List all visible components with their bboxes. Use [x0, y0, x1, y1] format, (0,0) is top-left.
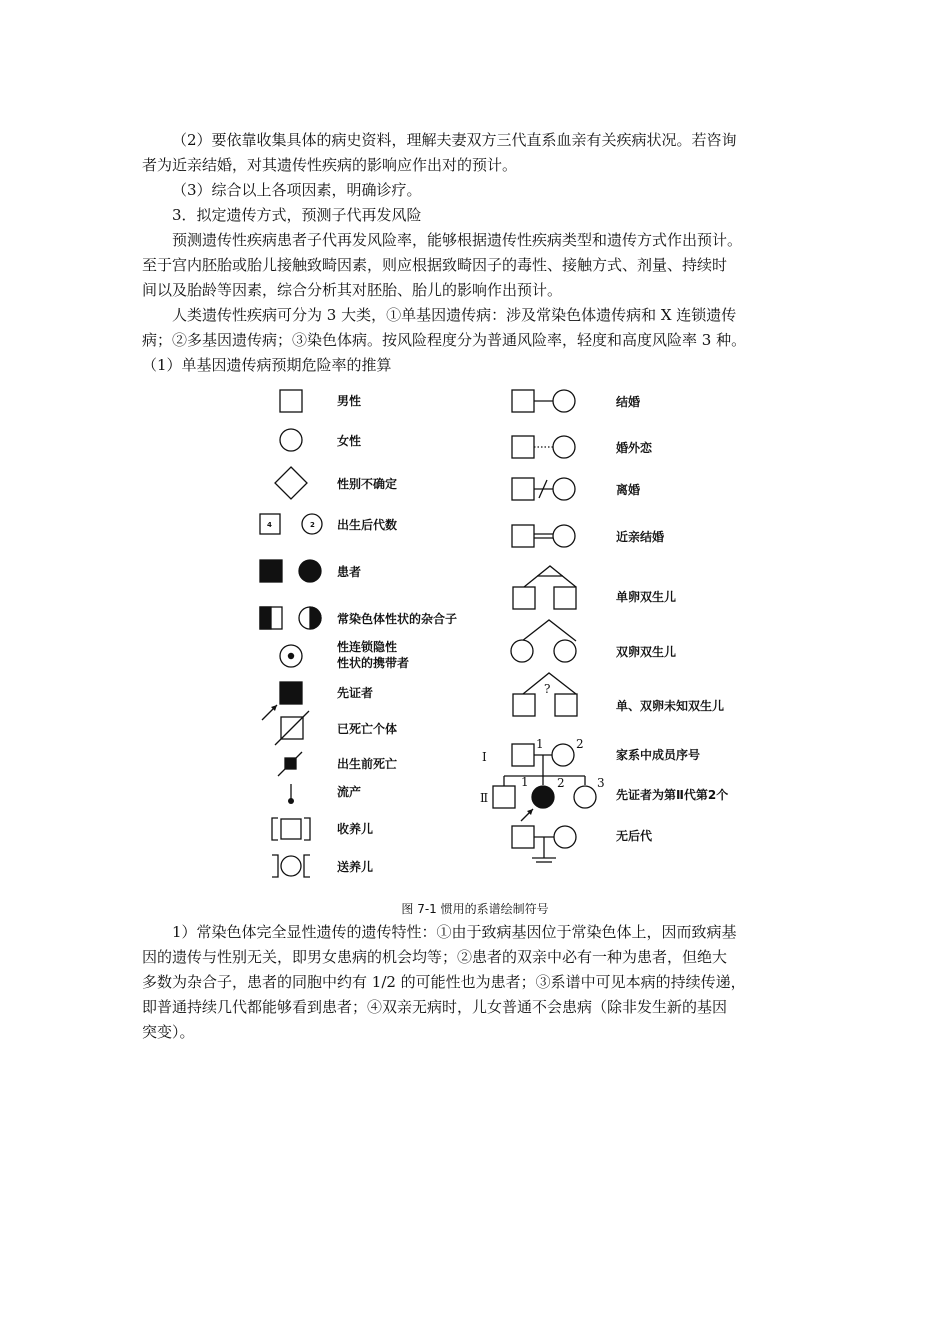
- pedigree-son-square: [493, 786, 515, 808]
- subsection-heading: （1）单基因遗传病预期危险率的推算: [142, 356, 392, 374]
- label-male: 男性: [337, 394, 362, 408]
- monozygotic-twins-icon: [513, 566, 576, 609]
- count-circle-number: 2: [310, 521, 315, 529]
- label-dizygotic: 双卵双生儿: [616, 645, 677, 659]
- label-affair: 婚外恋: [616, 441, 653, 455]
- paragraph-line: 突变）。: [142, 1023, 195, 1041]
- male-square-icon: [280, 390, 302, 412]
- paragraph-line: 1）常染色体完全显性遗传的遗传特性：①由于致病基因位于常染色体上，因而致病基: [172, 923, 737, 941]
- paragraph-line: 多数为杂合子，患者的同胞中约有 1/2 的可能性也为患者；③系谱中可见本病的持续传递，: [142, 973, 746, 991]
- example-pedigree: [480, 737, 605, 821]
- member-number: 1: [536, 737, 544, 751]
- affected-square-icon: [260, 560, 282, 582]
- label-adopted-in: 收养儿: [337, 822, 374, 836]
- label-divorce: 离婚: [616, 483, 641, 497]
- pedigree-father-square: [512, 744, 534, 766]
- no-offspring-icon: [512, 826, 576, 862]
- female-circle-icon: [280, 429, 302, 451]
- paragraph-line: 者为近亲结婚，对其遗传性疾病的影响应作出对的预计。: [142, 156, 518, 174]
- label-unknown-twins: 单、双卵未知双生儿: [616, 699, 725, 713]
- unknown-twins-icon: [513, 673, 577, 716]
- paragraph-line: （3）综合以上各项因素，明确诊疗。: [172, 181, 422, 199]
- label-carrier-2: 性状的携带者: [337, 656, 410, 670]
- label-monozygotic: 单卵双生儿: [616, 590, 677, 604]
- paragraph-line: 至于宫内胚胎或胎儿接触致畸因素，则应根据致畸因子的毒性、接触方式、剂量、持续时: [142, 256, 728, 274]
- label-female: 女性: [337, 434, 362, 448]
- marriage-square-icon: [512, 390, 534, 412]
- proband-square-icon: [280, 682, 302, 704]
- pedigree-daughter-circle: [574, 786, 596, 808]
- deceased-slash-icon: [275, 711, 309, 745]
- label-offspring-count: 出生后代数: [337, 518, 398, 532]
- label-heterozygote: 常染色体性状的杂合子: [337, 612, 458, 626]
- label-prenatal-death: 出生前死亡: [337, 757, 398, 771]
- paragraph-line: 预测遗传性疾病患者子代再发风险率，能够根据遗传性疾病类型和遗传方式作出预计。: [172, 231, 743, 249]
- member-number: 1: [521, 775, 529, 789]
- label-sex-unknown: 性别不确定: [337, 477, 398, 491]
- adopted-in-icon: [272, 818, 310, 840]
- pedigree-proband-circle: [532, 786, 554, 808]
- generation-label-2: Ⅱ: [480, 791, 489, 805]
- label-carrier-1: 性连锁隐性: [337, 640, 398, 654]
- generation-label-1: Ⅰ: [482, 750, 487, 764]
- member-number: 2: [576, 737, 584, 751]
- label-proband-position: 先证者为第Ⅱ代第2个: [616, 788, 729, 802]
- member-number: 3: [597, 776, 605, 790]
- label-deceased: 已死亡个体: [337, 722, 398, 736]
- paragraph-line: 因的遗传与性别无关，即男女患病的机会均等；②患者的双亲中必有一种为患者，但绝大: [142, 948, 728, 966]
- paragraph-line: （2）要依靠收集具体的病史资料，理解夫妻双方三代直系血亲有关疾病状况。若咨询: [172, 131, 737, 149]
- count-square-number: 4: [267, 521, 272, 529]
- label-proband: 先证者: [337, 686, 374, 700]
- figure-caption: 图 7-1 惯用的系谱绘制符号: [401, 902, 549, 916]
- section-heading: 3．拟定遗传方式，预测子代再发风险: [172, 206, 422, 224]
- pedigree-mother-circle: [552, 744, 574, 766]
- label-adopted-out: 送养儿: [337, 860, 374, 874]
- label-member-number: 家系中成员序号: [616, 748, 701, 762]
- label-consanguineous: 近亲结婚: [616, 530, 665, 544]
- affected-circle-icon: [299, 560, 321, 582]
- label-marriage: 结婚: [616, 395, 641, 409]
- paragraph-line: 即普通持续几代都能够看到患者；④双亲无病时，儿女普通不会患病（除非发生新的基因: [142, 998, 728, 1016]
- paragraph-line: 人类遗传性疾病可分为 3 大类，①单基因遗传病：涉及常染色体遗传病和 X 连锁遗传: [172, 306, 737, 324]
- marriage-circle-icon: [553, 390, 575, 412]
- twins-question-mark: ?: [544, 682, 551, 696]
- paragraph-line: 病；②多基因遗传病；③染色体病。按风险程度分为普通风险率，轻度和高度风险率 3 种。: [142, 331, 747, 349]
- adopted-out-icon: [272, 855, 310, 877]
- dizygotic-twins-icon: [511, 620, 576, 662]
- label-no-offspring: 无后代: [616, 829, 653, 843]
- paragraph-line: 间以及胎龄等因素，综合分析其对胚胎、胎儿的影响作出预计。: [142, 281, 563, 299]
- pedigree-symbols-figure: [250, 380, 750, 880]
- diamond-icon: [275, 467, 307, 499]
- member-number: 2: [557, 776, 565, 790]
- label-miscarriage: 流产: [337, 785, 362, 799]
- label-affected: 患者: [337, 565, 362, 579]
